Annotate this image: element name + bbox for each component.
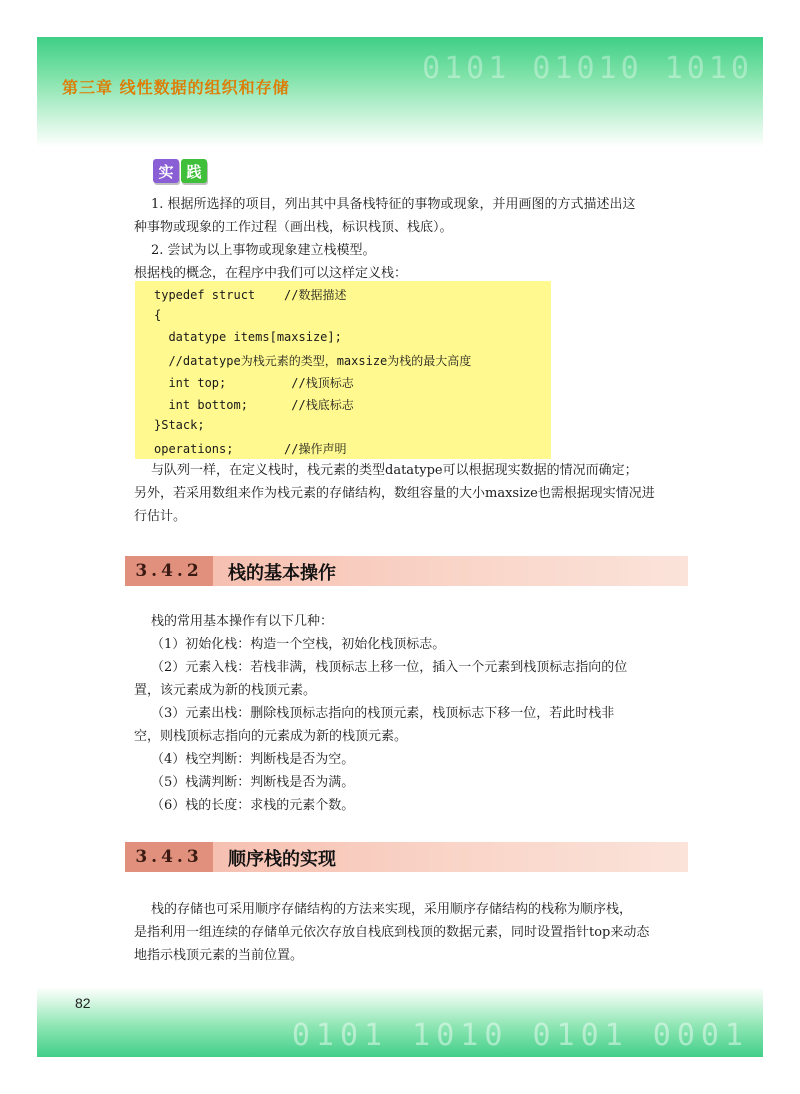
practice-line-1: 1. 根据所选择的项目，列出其中具备栈特征的事物或现象，并用画图的方式描述出这 xyxy=(151,197,636,212)
section-title: 顺序栈的实现 xyxy=(228,849,336,870)
code-line: }Stack; xyxy=(154,418,205,432)
section-title: 栈的基本操作 xyxy=(228,563,336,584)
operation-item: （5）栈满判断：判断栈是否为满。 xyxy=(151,775,355,790)
code-line: int top; //栈顶标志 xyxy=(154,376,354,390)
footer-band xyxy=(37,987,763,1057)
footer-decoration: 0101 1010 0101 0001 xyxy=(291,1018,749,1053)
section-heading-3-4-2 xyxy=(125,556,688,586)
paragraph-line: 栈的存储也可采用顺序存储结构的方法来实现，采用顺序存储结构的栈称为顺序栈， xyxy=(151,902,633,917)
paragraph-line: 行估计。 xyxy=(134,509,187,524)
page xyxy=(37,37,763,1057)
operation-item: （3）元素出栈：删除栈顶标志指向的栈顶元素，栈顶标志下移一位，若此时栈非 xyxy=(151,706,615,721)
operation-item: 置，该元素成为新的栈顶元素。 xyxy=(134,683,317,698)
section-number: 3.4.2 xyxy=(125,556,213,586)
operation-item: （2）元素入栈：若栈非满，栈顶标志上移一位，插入一个元素到栈顶标志指向的位 xyxy=(151,660,628,675)
code-line: typedef struct //数据描述 xyxy=(154,288,347,302)
section-heading-3-4-3 xyxy=(125,842,688,872)
code-line: //datatype为栈元素的类型，maxsize为栈的最大高度 xyxy=(154,354,472,368)
operations-intro: 栈的常用基本操作有以下几种： xyxy=(151,614,334,629)
paragraph-line: 是指利用一组连续的存储单元依次存放自栈底到栈顶的数据元素，同时设置指针top来动态 xyxy=(134,925,650,940)
practice-line-2: 种事物或现象的工作过程（画出栈，标识栈顶、栈底）。 xyxy=(134,220,453,235)
practice-badge-char1: 实 xyxy=(153,159,179,183)
code-line: operations; //操作声明 xyxy=(154,442,347,456)
operation-item: （6）栈的长度：求栈的元素个数。 xyxy=(151,798,355,813)
code-line: datatype items[maxsize]; xyxy=(154,330,342,344)
paragraph-line: 地指示栈顶元素的当前位置。 xyxy=(134,948,304,963)
practice-line-3: 2. 尝试为以上事物或现象建立栈模型。 xyxy=(151,243,376,258)
code-line: int bottom; //栈底标志 xyxy=(154,398,354,412)
code-line: { xyxy=(154,308,162,322)
code-intro: 根据栈的概念，在程序中我们可以这样定义栈： xyxy=(134,266,408,281)
practice-badge-icon xyxy=(153,159,207,183)
chapter-title: 第三章 线性数据的组织和存储 xyxy=(62,78,290,97)
header-decoration: 0101 01010 1010 xyxy=(422,51,753,86)
operation-item: （4）栈空判断：判断栈是否为空。 xyxy=(151,752,355,767)
paragraph-line: 与队列一样，在定义栈时，栈元素的类型datatype可以根据现实数据的情况而确定； xyxy=(151,463,638,478)
section-number: 3.4.3 xyxy=(125,842,213,872)
operation-item: （1）初始化栈：构造一个空栈，初始化栈顶标志。 xyxy=(151,637,446,652)
paragraph-line: 另外，若采用数组来作为栈元素的存储结构，数组容量的大小maxsize也需根据现实情况进 xyxy=(134,486,655,501)
code-block xyxy=(135,281,551,459)
practice-badge-char2: 践 xyxy=(181,159,207,183)
page-number: 82 xyxy=(75,995,91,1011)
operation-item: 空，则栈顶标志指向的元素成为新的栈顶元素。 xyxy=(134,729,408,744)
